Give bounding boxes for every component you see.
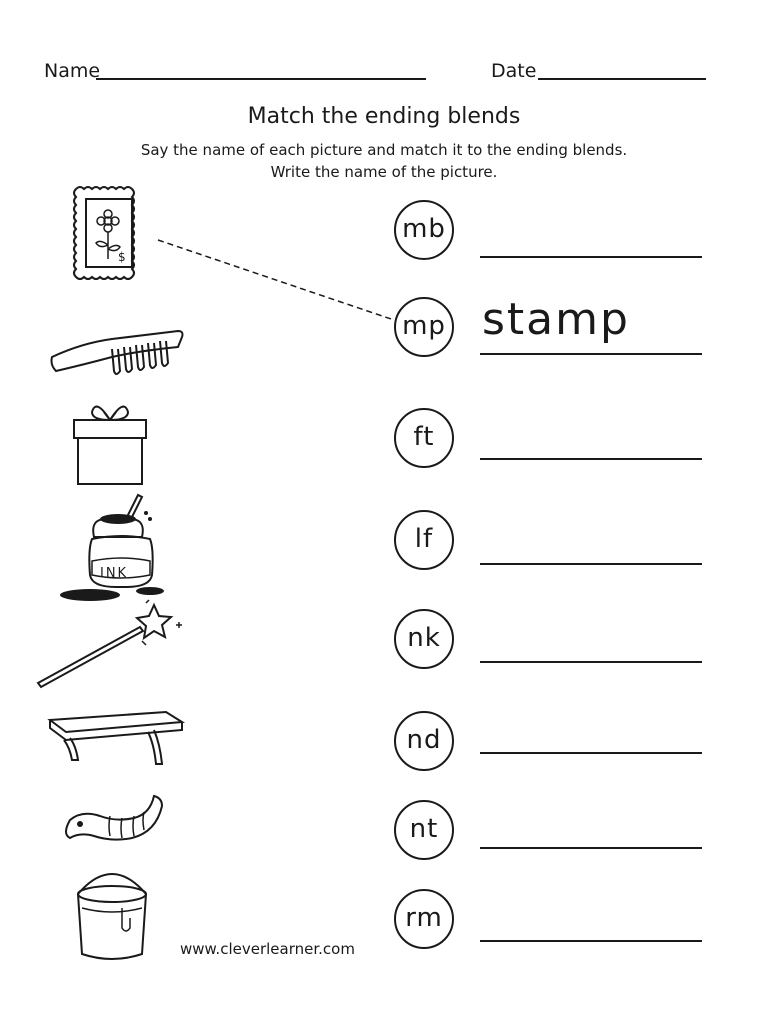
answer-text-stamp: stamp: [482, 294, 630, 345]
svg-text:INK: INK: [100, 566, 129, 581]
blend-circle-mp[interactable]: mp: [394, 297, 454, 357]
answer-line-5[interactable]: [480, 661, 702, 663]
ink-bottle-icon[interactable]: [30, 495, 190, 591]
answer-line-4[interactable]: [480, 563, 702, 565]
stamp-icon[interactable]: [30, 185, 190, 281]
shelf-icon[interactable]: [30, 698, 190, 794]
date-field[interactable]: [538, 78, 706, 80]
blend-circle-ft[interactable]: ft: [394, 408, 454, 468]
name-label: Name: [44, 60, 101, 82]
blend-circle-lf[interactable]: lf: [394, 510, 454, 570]
date-label: Date: [491, 60, 537, 82]
blend-circle-nt[interactable]: nt: [394, 800, 454, 860]
footer-url: www.cleverlearner.com: [180, 940, 355, 958]
gift-icon[interactable]: [30, 392, 190, 488]
answer-line-3[interactable]: [480, 458, 702, 460]
name-field[interactable]: [96, 78, 426, 80]
instruction-line-1: Say the name of each picture and match it to the ending blends.: [140, 141, 628, 159]
blend-circle-rm[interactable]: rm: [394, 889, 454, 949]
blend-circle-nd[interactable]: nd: [394, 711, 454, 771]
comb-icon[interactable]: [30, 305, 190, 401]
answer-line-2[interactable]: [480, 353, 702, 355]
answer-line-6[interactable]: [480, 752, 702, 754]
instruction-line-2: Write the name of the picture.: [270, 163, 498, 181]
magic-wand-icon[interactable]: [30, 595, 190, 691]
blend-circle-nk[interactable]: nk: [394, 609, 454, 669]
paint-bucket-icon[interactable]: [30, 868, 190, 964]
answer-line-8[interactable]: [480, 940, 702, 942]
blend-circle-mb[interactable]: mb: [394, 200, 454, 260]
worksheet-title: Match the ending blends: [247, 104, 521, 129]
svg-text:$: $: [118, 250, 126, 264]
answer-line-7[interactable]: [480, 847, 702, 849]
answer-line-1[interactable]: [480, 256, 702, 258]
